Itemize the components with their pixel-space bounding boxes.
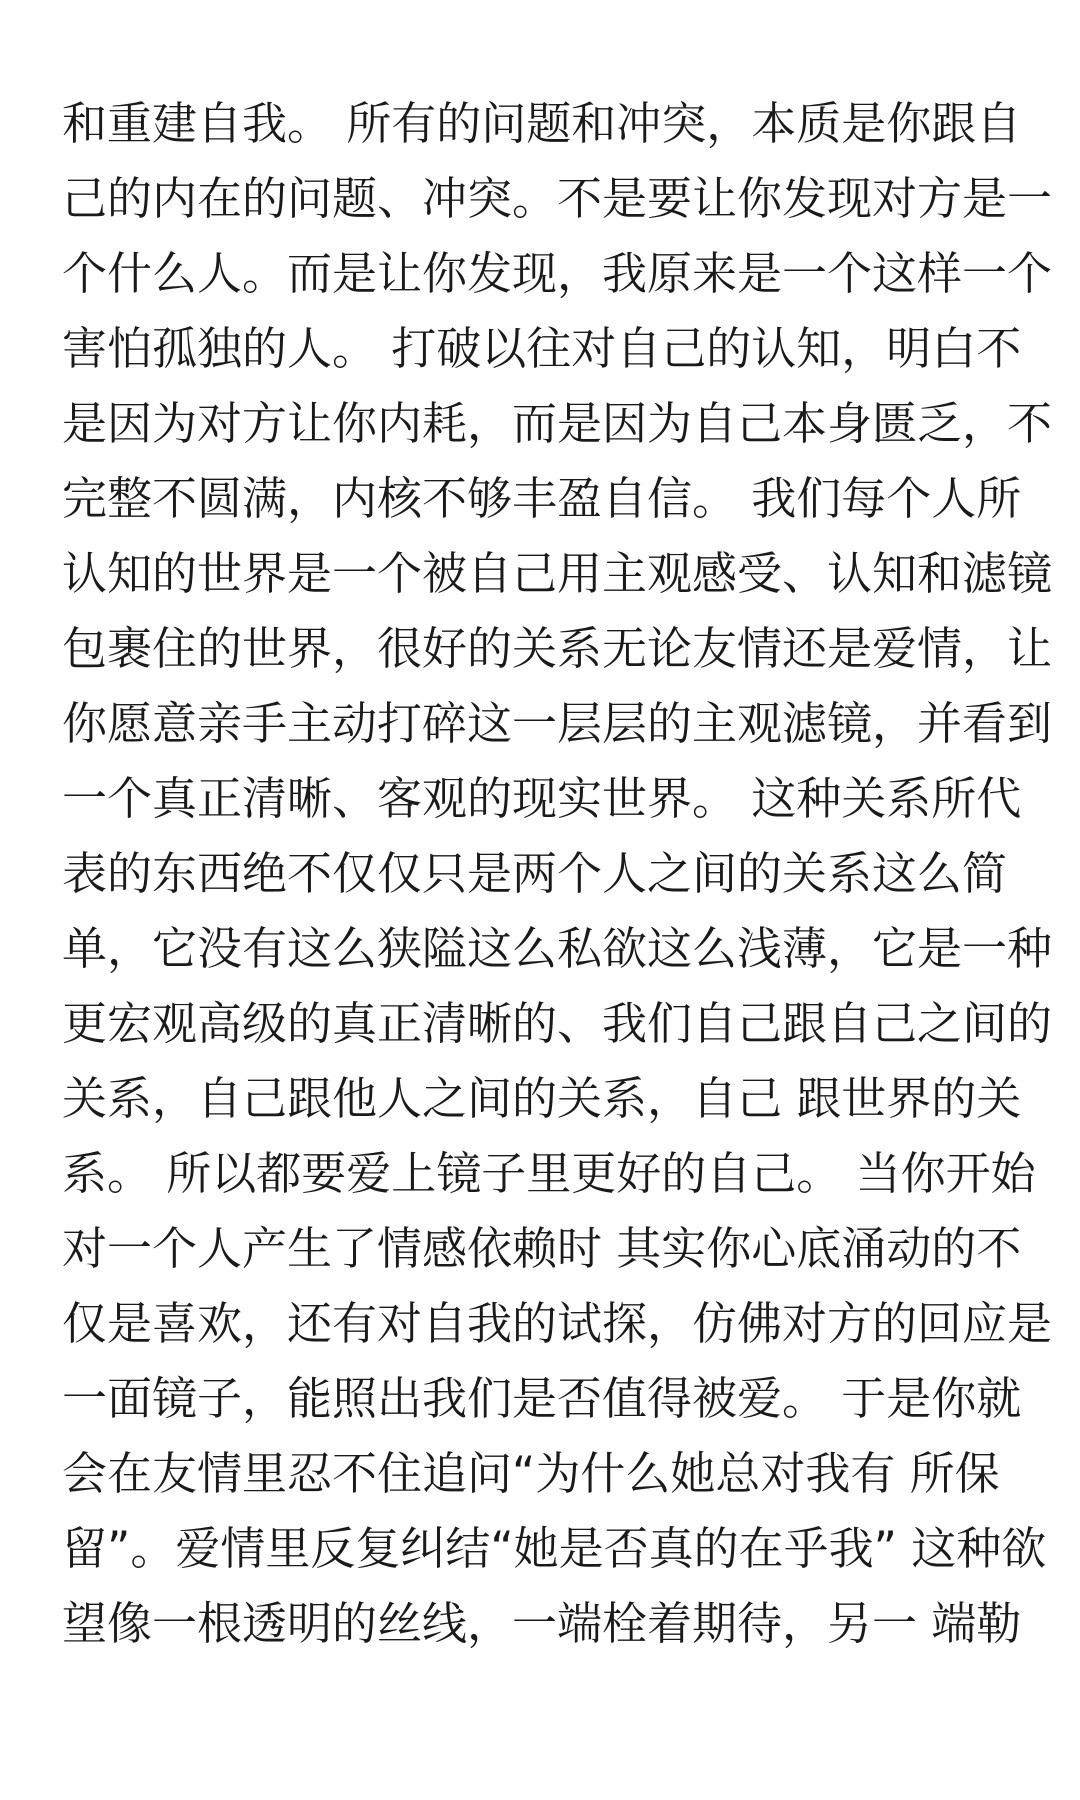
text-line-8: 包裹住的世界，很好的关系无论友情还是爱情，让: [62, 622, 1053, 675]
text-line-4: 害怕孤独的人。 打破以往对自己的认知，明白不: [62, 322, 1022, 375]
text-line-14: 关系，自己跟他人之间的关系，自己 跟世界的关: [62, 1072, 1022, 1125]
article-text: [62, 86, 1053, 1661]
text-line-9: 你愿意亲手主动打碎这一层层的主观滤镜，并看到: [62, 697, 1053, 750]
text-line-10: 一个真正清晰、客观的现实世界。 这种关系所代: [62, 772, 1022, 825]
text-line-3: 个什么人。而是让你发现，我原来是一个这样一个: [62, 247, 1053, 300]
text-line-13: 更宏观高级的真正清晰的、我们自己跟自己之间的: [62, 997, 1053, 1050]
text-line-15: 系。 所以都要爱上镜子里更好的自己。 当你开始: [62, 1147, 1036, 1200]
text-line-17: 仅是喜欢，还有对自我的试探，仿佛对方的回应是: [62, 1297, 1053, 1350]
text-line-5: 是因为对方让你内耗，而是因为自己本身匮乏，不: [62, 397, 1053, 450]
text-line-16: 对一个人产生了情感依赖时 其实你心底涌动的不: [62, 1222, 1022, 1275]
text-line-11: 表的东西绝不仅仅只是两个人之间的关系这么简: [62, 847, 1008, 900]
text-line-12: 单，它没有这么狭隘这么私欲这么浅薄，它是一种: [62, 922, 1053, 975]
text-line-6: 完整不圆满，内核不够丰盈自信。 我们每个人所: [62, 472, 1022, 525]
text-line-2: 己的内在的问题、冲突。不是要让你发现对方是一: [62, 172, 1053, 225]
text-line-19: 会在友情里忍不住追问“为什么她总对我有 所保: [62, 1447, 1000, 1500]
text-line-20: 留”。爱情里反复纠结“她是否真的在乎我” 这种欲: [62, 1522, 1047, 1575]
text-line-1: 和重建自我。 所有的问题和冲突，本质是你跟自: [62, 97, 1022, 150]
text-line-18: 一面镜子，能照出我们是否值得被爱。 于是你就: [62, 1372, 1022, 1425]
text-line-21: 望像一根透明的丝线，一端栓着期待，另一 端勒: [62, 1597, 1022, 1650]
text-line-7: 认知的世界是一个被自己用主观感受、认知和滤镜: [62, 547, 1053, 600]
